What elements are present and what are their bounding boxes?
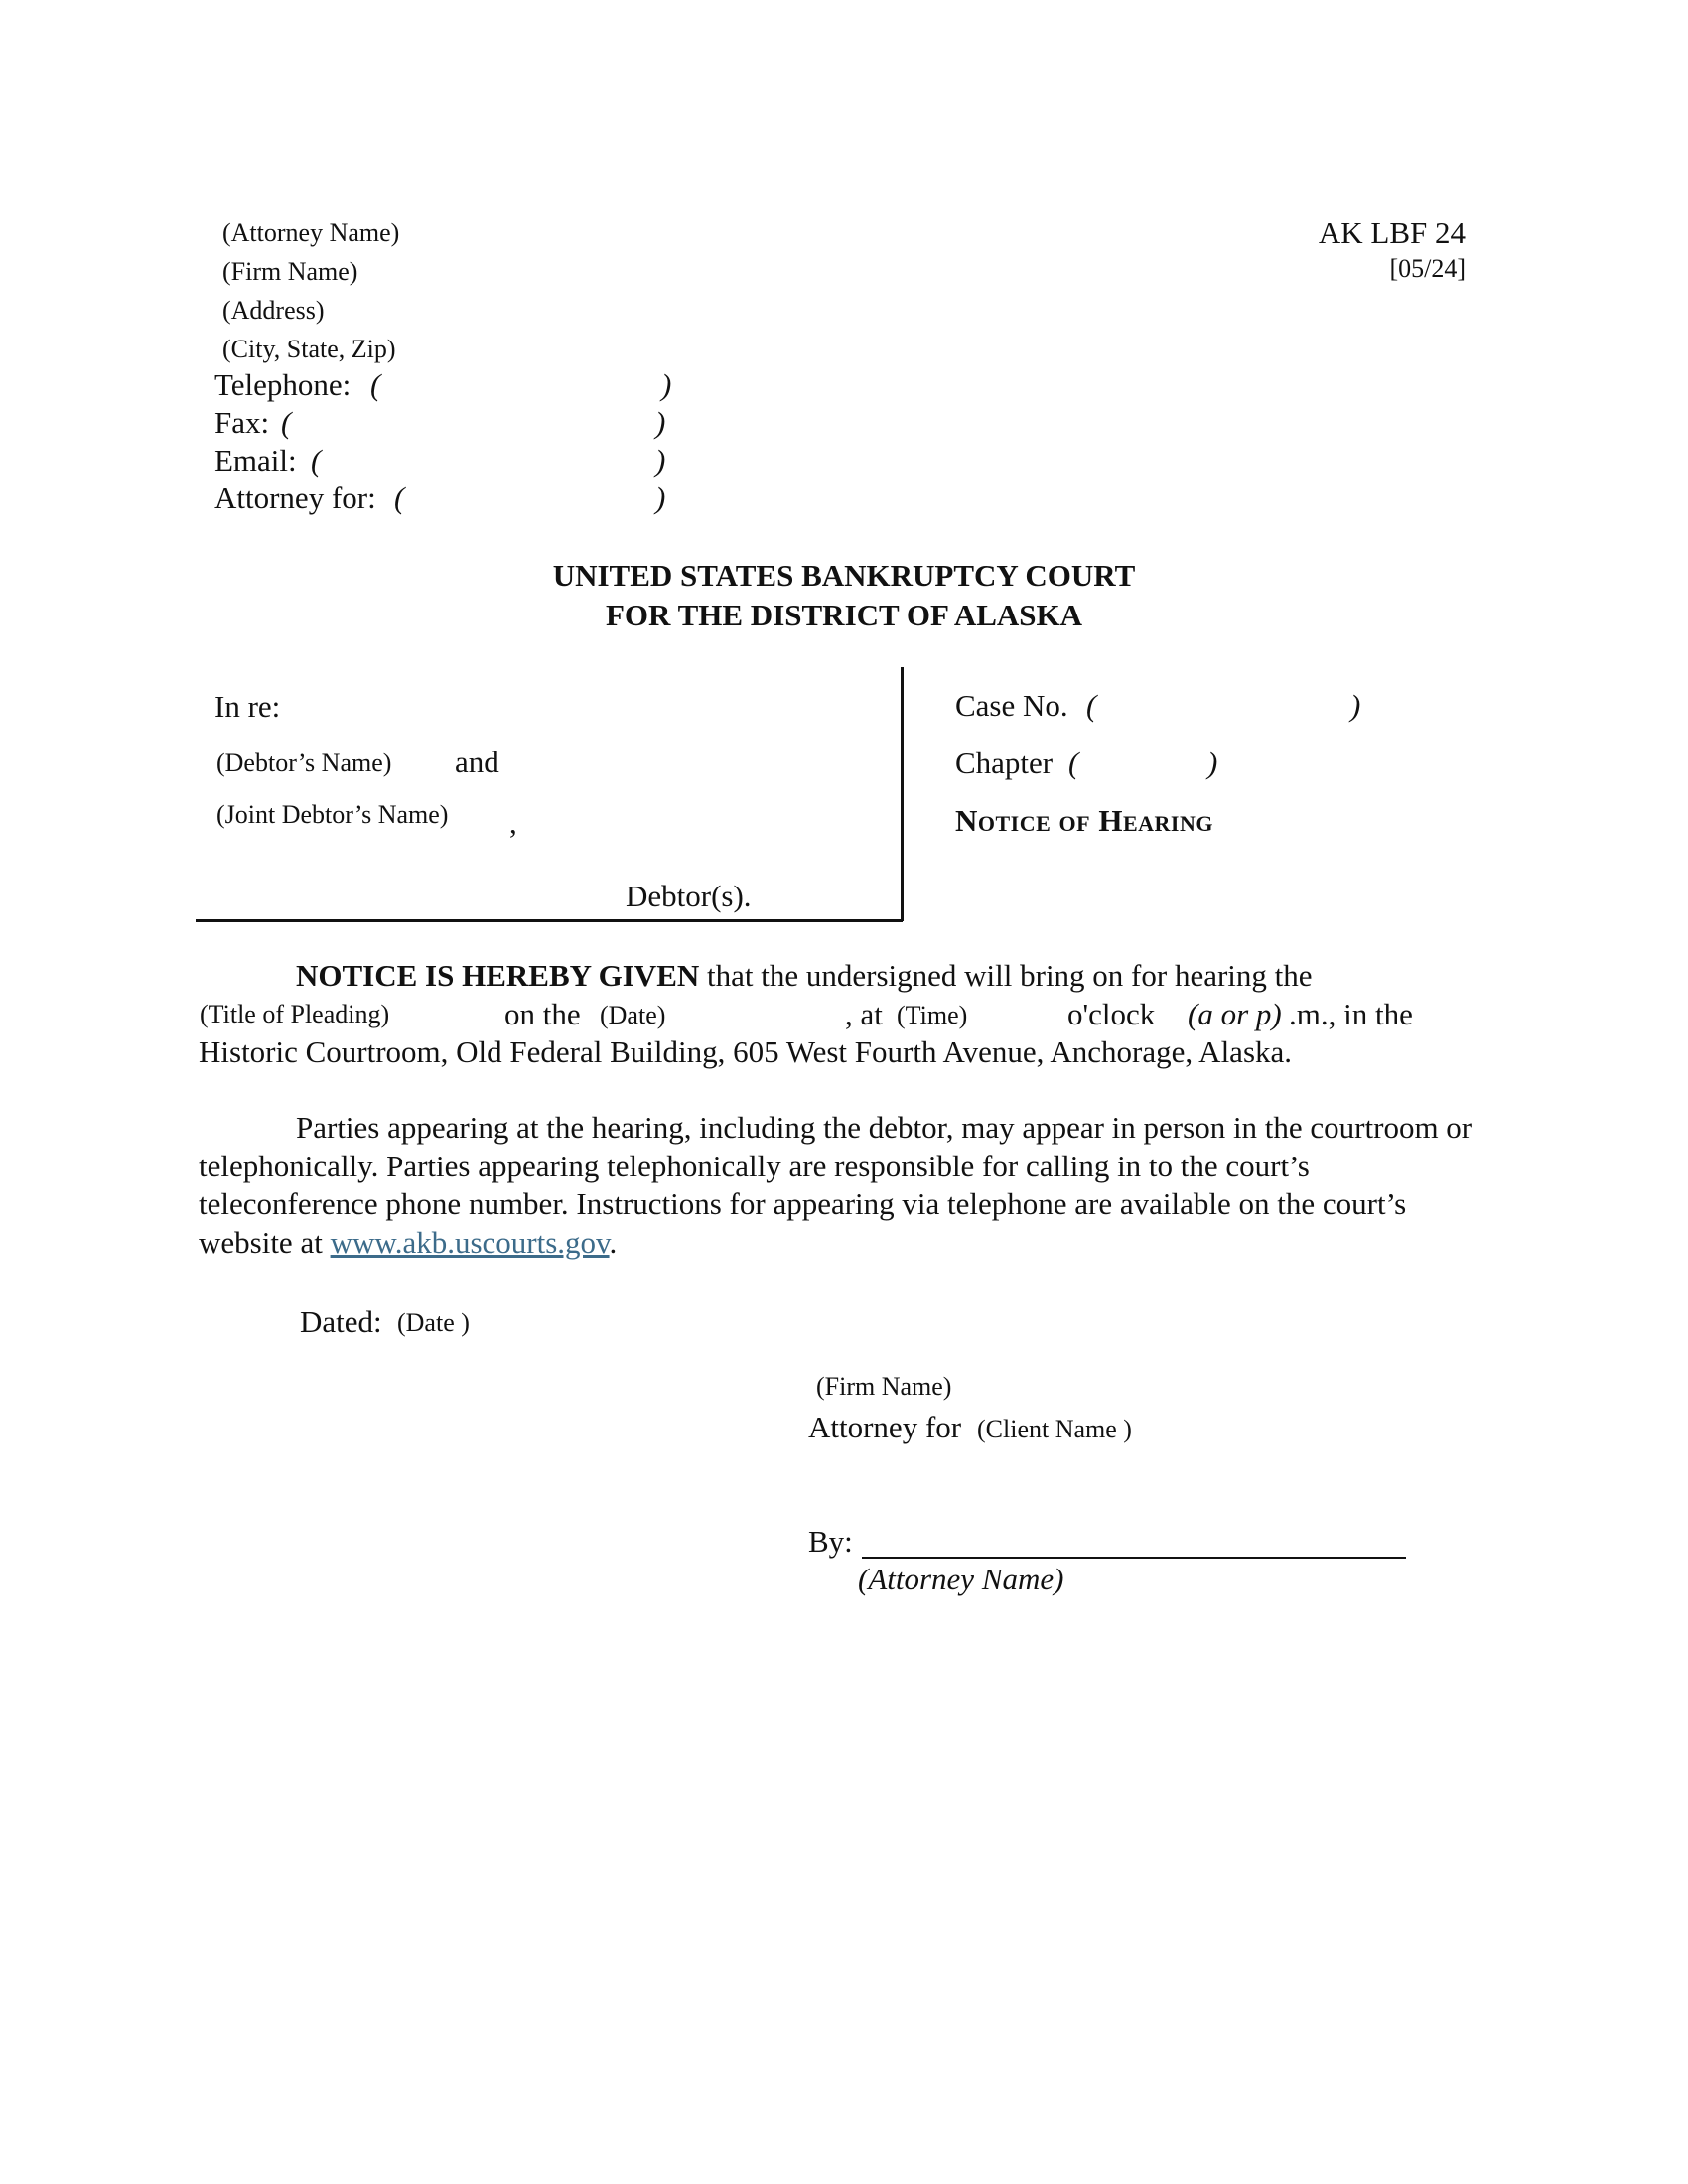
debtor-name-placeholder: (Debtor’s Name) [216, 749, 392, 777]
dated-value-placeholder: (Date ) [397, 1308, 470, 1337]
m-in-the-text: .m., in the [1289, 997, 1413, 1031]
notice-bold-lead: NOTICE IS HEREBY GIVEN [296, 958, 700, 993]
email-open-paren: ( [311, 443, 322, 478]
a-or-p-placeholder: (a or p) [1188, 997, 1282, 1031]
signature-line [862, 1557, 1406, 1559]
notice-title: Notice of Hearing [955, 803, 1213, 838]
firm-name-placeholder: (Firm Name) [222, 257, 358, 286]
attorney-for-label: Attorney for: [214, 480, 376, 515]
dated-label: Dated: [300, 1304, 382, 1339]
fax-close-paren: ) [655, 405, 666, 440]
signature-attorney-for-label: Attorney for [808, 1410, 962, 1444]
at-text: , at [845, 997, 883, 1031]
form-revision: [05/24] [1389, 254, 1466, 283]
chapter-label: Chapter [955, 746, 1054, 780]
attorney-for-open-paren: ( [394, 480, 405, 515]
on-the-text: on the [504, 997, 581, 1031]
city-state-zip-placeholder: (City, State, Zip) [222, 335, 396, 363]
joint-debtor-comma: , [509, 805, 517, 840]
email-close-paren: ) [655, 443, 666, 478]
joint-debtor-name-placeholder: (Joint Debtor’s Name) [216, 800, 449, 829]
title-of-pleading-placeholder: (Title of Pleading) [200, 1000, 390, 1028]
notice-line-1-rest: that the undersigned will bring on for hearing the [707, 958, 1313, 993]
attorney-for-close-paren: ) [655, 480, 666, 515]
telephone-close-paren: ) [661, 367, 672, 402]
hearing-time-placeholder: (Time) [897, 1001, 968, 1029]
email-label: Email: [214, 443, 297, 478]
fax-label: Fax: [214, 405, 270, 440]
courtroom-location: Historic Courtroom, Old Federal Building, 605 West Fourth Avenue, Anchorage, Alaska. [199, 1034, 1293, 1069]
signature-attorney-name-placeholder: (Attorney Name) [858, 1562, 1064, 1596]
telephone-open-paren: ( [370, 367, 381, 402]
court-district: FOR THE DISTRICT OF ALASKA [605, 598, 1083, 632]
and-text: and [455, 745, 499, 779]
case-no-open-paren: ( [1086, 688, 1097, 723]
caption-divider-vertical [901, 667, 904, 921]
address-placeholder: (Address) [222, 296, 325, 325]
in-re-label: In re: [214, 689, 281, 724]
by-label: By: [808, 1524, 853, 1559]
case-no-label: Case No. [955, 688, 1068, 723]
chapter-open-paren: ( [1068, 746, 1079, 780]
court-website-link[interactable]: www.akb.uscourts.gov [330, 1224, 610, 1260]
telephonic-instructions-text: Parties appearing at the hearing, including the debtor, may appear in person in the courtroom or telephonically. Parties appearing telephonically are responsible for calling in to the court’s teleconference phone number. Instructions for appearing via telephone are available on the court’s website at [199, 1110, 1473, 1260]
attorney-name-placeholder: (Attorney Name) [222, 218, 400, 247]
telephone-label: Telephone: [214, 367, 352, 402]
paragraph-period: . [609, 1224, 618, 1260]
signature-firm-name-placeholder: (Firm Name) [816, 1372, 952, 1401]
notice-line-1 [296, 957, 1313, 995]
oclock-text: o'clock [1067, 997, 1156, 1031]
telephonic-appearance-paragraph [199, 1109, 1489, 1262]
chapter-close-paren: ) [1207, 746, 1218, 780]
debtors-label: Debtor(s). [626, 879, 752, 913]
case-no-close-paren: ) [1350, 688, 1361, 723]
client-name-placeholder: (Client Name ) [977, 1415, 1132, 1443]
hearing-date-placeholder: (Date) [600, 1001, 666, 1029]
caption-divider-horizontal [196, 919, 903, 922]
court-name: UNITED STATES BANKRUPTCY COURT [552, 558, 1136, 593]
fax-open-paren: ( [281, 405, 292, 440]
form-code: AK LBF 24 [1318, 215, 1466, 250]
